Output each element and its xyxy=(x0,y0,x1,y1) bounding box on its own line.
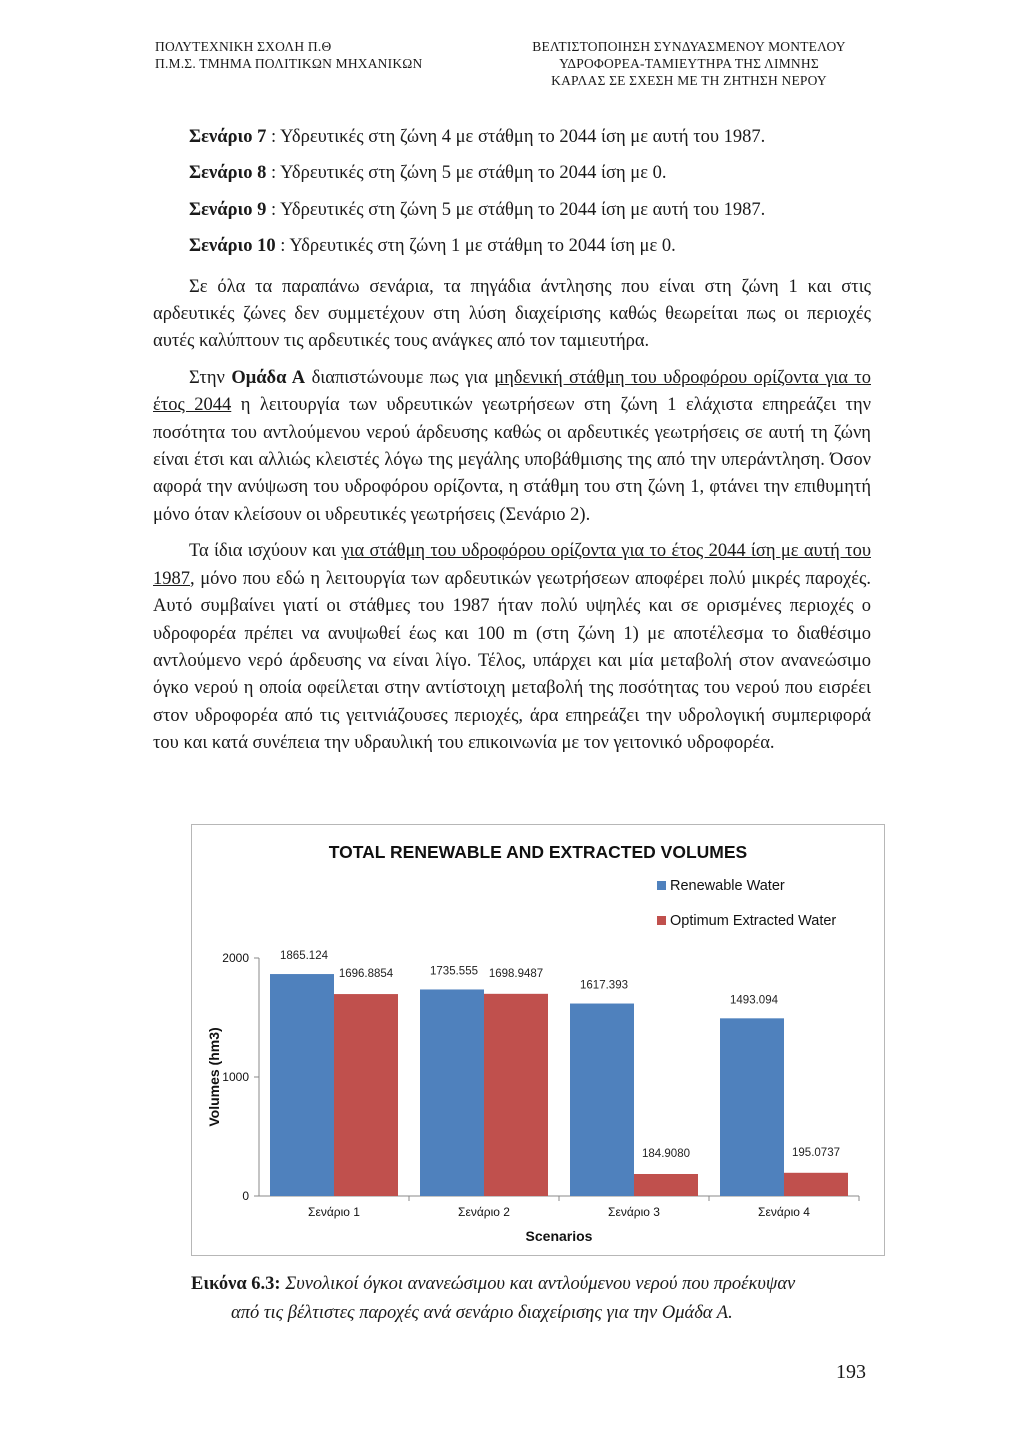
bar-chart xyxy=(192,825,883,1254)
header-department: Π.Μ.Σ. ΤΜΗΜΑ ΠΟΛΙΤΙΚΩΝ ΜΗΧΑΝΙΚΩΝ xyxy=(155,56,423,71)
paragraph-1: Σε όλα τα παραπάνω σενάρια, τα πηγάδια άντλησης που είναι στη ζώνη 1 και στις αρδευτικές ζώνες δεν συμμετέχουν στη λύση διαχείρισης καθώς θεωρείται πως οι περιοχές αυτές καλύπτουν τις αρδευτικές τους ανάγκες από τον ταμιευτήρα. xyxy=(153,276,871,352)
bar-1-0 xyxy=(334,994,398,1196)
header-left xyxy=(155,38,422,72)
body-text xyxy=(153,124,871,758)
bar-0-3 xyxy=(720,1018,784,1196)
bar-0-2 xyxy=(570,1004,634,1196)
legend-swatch-1 xyxy=(657,916,666,925)
paragraph-2: Στην Ομάδα Α διαπιστώνουμε πως για μηδενική στάθμη του υδροφόρου ορίζοντα για το έτος 2044 η λειτουργία των υδρευτικών γεωτρήσεων στη ζώνη 1 ελάχιστα επηρεάζει την ποσότητα του αντλούμενου νερού άρδευσης καθώς οι αρδευτικές γεωτρήσεις σε αυτή τη ζώνη είναι έτσι και αλλιώς κλειστές λόγω της μεγάλης υποβάθμισης της από την υπεράντληση. Όσον αφορά την ανύψωση του υδροφόρου ορίζοντα, η στάθμη του στη ζώνη 1, φτάνει την επιθυμητή μόνο όταν κλείσουν οι υδρευτικές γεωτρήσεις (Σενάριο 2). xyxy=(153,367,872,525)
y-tick-label-0: 0 xyxy=(242,1189,249,1203)
figure-caption xyxy=(191,1270,885,1328)
x-tick-label-3: Σενάριο 4 xyxy=(758,1205,810,1219)
paragraph-3: Τα ίδια ισχύουν και για στάθμη του υδροφόρου ορίζοντα για το έτος 2044 ίση με αυτή του 1987, μόνο που εδώ η λειτουργία των αρδευτικών γεωτρήσεων αποφέρει πολύ μικρές παροχές. Αυτό συμβαίνει γιατί οι στάθμες του 1987 ήταν πολύ υψηλές και σε ορισμένες περιοχές ο υδροφορέα πρέπει να ανυψωθεί έως και 100 m (στη ζώνη 1) με αποτέλεσμα το διαθέσιμο αντλούμενο νερό άρδευσης να είναι λίγο. Τέλος, υπάρχει και μία μεταβολή στον ανανεώσιμο όγκο νερού η οποία οφείλεται στην αντίστοιχη μεταβολή της ποσότητας του νερού που εισρέει στον υδροφορέα από τις γειτνιάζουσες περιοχές, άρα επηρεάζει την υδρολογική συμπεριφορά του και κατά συνέπεια την υδραυλική του επικοινωνία με τον γειτονικό υδροφορέα. xyxy=(153,541,871,754)
data-label-0-1: 1735.555 xyxy=(430,965,478,978)
data-label-1-1: 1698.9487 xyxy=(488,967,544,980)
bar-0-0 xyxy=(270,974,334,1196)
figure-chart xyxy=(191,824,885,1256)
caption-line2: από τις βέλτιστες παροχές ανά σενάριο διαχείρισης για την Ομάδα Α. xyxy=(231,1303,733,1323)
data-label-0-2: 1617.393 xyxy=(580,979,628,992)
data-label-0-0: 1865.124 xyxy=(280,950,328,963)
scenario-9: Σενάριο 9 : Υδρευτικές στη ζώνη 5 με στάθμη το 2044 ίση με αυτή του 1987. xyxy=(189,199,766,220)
bar-1-1 xyxy=(484,994,548,1196)
caption-line1: Συνολικοί όγκοι ανανεώσιμου και αντλούμενου νερού που προέκυψαν xyxy=(280,1274,796,1294)
x-tick-label-2: Σενάριο 3 xyxy=(608,1205,660,1219)
x-tick-label-1: Σενάριο 2 xyxy=(458,1205,510,1219)
header-title-line2: ΥΔΡΟΦΟΡΕΑ-ΤΑΜΙΕΥΤΗΡΑ ΤΗΣ ΛΙΜΝΗΣ xyxy=(559,56,819,71)
scenario-7: Σενάριο 7 : Υδρευτικές στη ζώνη 4 με στάθμη το 2044 ίση με αυτή του 1987. xyxy=(189,127,766,147)
y-tick-label-2: 2000 xyxy=(222,951,249,965)
scenario-8: Σενάριο 8 : Υδρευτικές στη ζώνη 5 με στάθμη το 2044 ίση με 0. xyxy=(189,163,667,184)
page-number: 193 xyxy=(836,1361,866,1383)
y-tick-label-1: 1000 xyxy=(222,1070,249,1084)
x-axis-title: Scenarios xyxy=(525,1228,593,1244)
caption-label: Εικόνα 6.3: xyxy=(191,1274,281,1294)
chart-title: TOTAL RENEWABLE AND EXTRACTED VOLUMES xyxy=(328,842,748,862)
header-right xyxy=(506,38,872,89)
x-tick-label-0: Σενάριο 1 xyxy=(308,1205,360,1219)
header-title-line3: ΚΑΡΛΑΣ ΣΕ ΣΧΕΣΗ ΜΕ ΤΗ ΖΗΤΗΣΗ ΝΕΡΟΥ xyxy=(551,73,827,88)
legend-label-0: Renewable Water xyxy=(670,878,785,894)
data-label-1-2: 184.9080 xyxy=(642,1147,690,1160)
data-label-0-3: 1493.094 xyxy=(730,994,778,1007)
y-axis-title: Volumes (hm3) xyxy=(206,1027,222,1127)
bar-0-1 xyxy=(420,989,484,1196)
data-label-1-0: 1696.8854 xyxy=(338,968,394,981)
legend-swatch-0 xyxy=(657,881,666,890)
bar-1-2 xyxy=(634,1174,698,1196)
header-title-line1: ΒΕΛΤΙΣΤΟΠΟΙΗΣΗ ΣΥΝΔΥΑΣΜΕΝΟΥ ΜΟΝΤΕΛΟΥ xyxy=(532,39,846,54)
header-school: ΠΟΛΥΤΕΧΝΙΚΗ ΣΧΟΛΗ Π.Θ xyxy=(155,39,332,54)
scenario-10: Σενάριο 10 : Υδρευτικές στη ζώνη 1 με στάθμη το 2044 ίση με 0. xyxy=(189,236,676,257)
legend-label-1: Optimum Extracted Water xyxy=(670,913,837,929)
bar-1-3 xyxy=(784,1173,848,1196)
data-label-1-3: 195.0737 xyxy=(792,1146,840,1159)
